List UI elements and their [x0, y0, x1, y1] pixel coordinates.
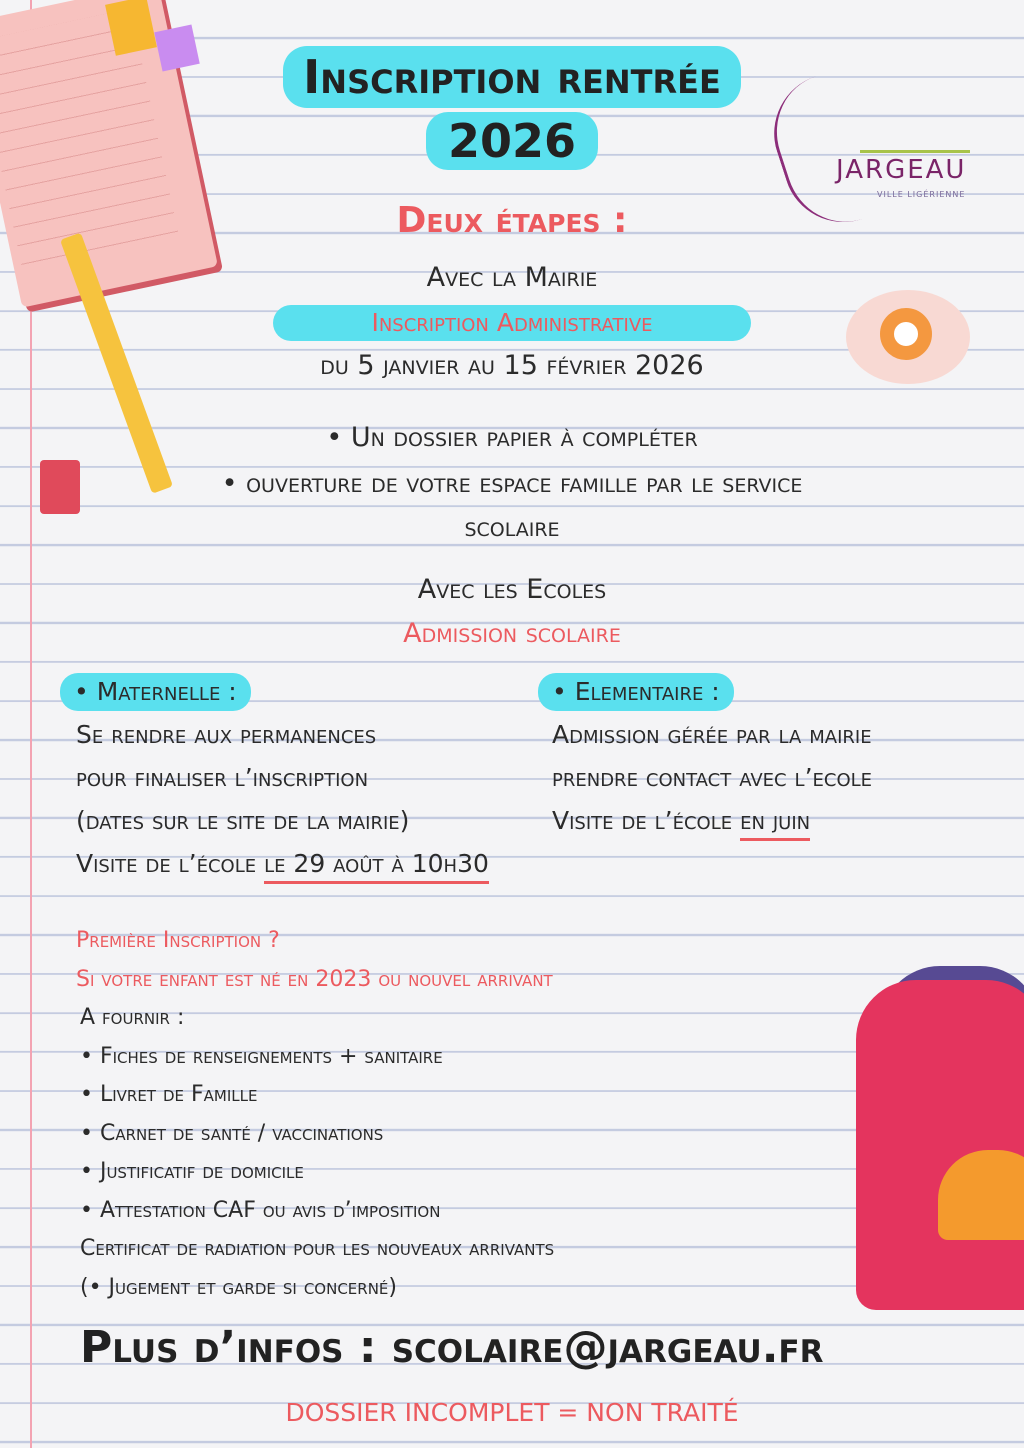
- first-inscription-section: [76, 922, 836, 1307]
- ecoles-label: Admission scolaire: [403, 618, 621, 649]
- document-item: • Attestation CAF ou avis d’imposition: [80, 1197, 441, 1223]
- mairie-bullet-1: • Un dossier papier à compléter: [326, 422, 698, 453]
- first-condition: Si votre enfant est né en 2023 ou nouvel arrivant: [76, 966, 553, 992]
- maternelle-title: • Maternelle :: [60, 673, 251, 711]
- incomplete-warning: DOSSIER INCOMPLET = NON TRAITÉ: [285, 1398, 739, 1427]
- title-line2: 2026: [426, 112, 598, 170]
- page-title: [0, 46, 1024, 108]
- mairie-bullet-2: • ouverture de votre espace famille par le service: [221, 468, 803, 499]
- elementaire-title: • Elementaire :: [538, 673, 734, 711]
- maternelle-line-1: Se rendre aux permanences: [76, 720, 377, 749]
- elementaire-visit-prefix: Visite de l’école: [552, 806, 741, 835]
- elementaire-section: [538, 670, 998, 842]
- document-item: • Fiches de renseignements + sanitaire: [80, 1043, 443, 1069]
- first-question: Première Inscription ?: [76, 928, 280, 953]
- document-item: • Livret de Famille: [80, 1082, 258, 1107]
- maternelle-visit-prefix: Visite de l’école: [76, 849, 265, 878]
- elementaire-line-2: prendre contact avec l’ecole: [552, 763, 873, 792]
- maternelle-line-3: (dates sur le site de la mairie): [76, 806, 410, 835]
- backpack-illustration: [856, 980, 1024, 1310]
- jargeau-logo: JARGEAU: [836, 155, 967, 185]
- first-provide: A fournir :: [80, 1005, 185, 1030]
- maternelle-visit: [60, 842, 510, 885]
- first-extra-2: (• Jugement et garde si concerné): [80, 1274, 397, 1300]
- mairie-bullet-2-cont: scolaire: [464, 512, 560, 543]
- maternelle-line-2: pour finaliser l’inscription: [76, 763, 369, 792]
- elementaire-visit-date: en juin: [740, 806, 810, 841]
- steps-heading: Deux étapes :: [396, 200, 628, 241]
- document-item: • Justificatif de domicile: [80, 1159, 304, 1184]
- contact-email[interactable]: Plus d’infos : scolaire@jargeau.fr: [80, 1322, 824, 1373]
- first-extra-1: Certificat de radiation pour les nouveaux arrivants: [80, 1236, 555, 1261]
- title-line1: Inscription rentrée: [283, 46, 741, 108]
- logo-subtitle: VILLE LIGÉRIENNE: [877, 190, 966, 199]
- document-item: • Carnet de santé / vaccinations: [80, 1120, 384, 1146]
- mairie-label: Inscription Administrative: [273, 305, 751, 341]
- elementaire-line-1: Admission gérée par la mairie: [552, 720, 872, 749]
- ecoles-heading: Avec les Ecoles: [417, 574, 607, 605]
- mairie-dates: du 5 janvier au 15 février 2026: [320, 350, 704, 381]
- page-title-year: [0, 112, 1024, 170]
- mairie-heading: Avec la Mairie: [426, 262, 598, 293]
- maternelle-section: [60, 670, 510, 885]
- elementaire-visit: [538, 799, 998, 842]
- maternelle-visit-date: le 29 août à 10h30: [264, 849, 489, 884]
